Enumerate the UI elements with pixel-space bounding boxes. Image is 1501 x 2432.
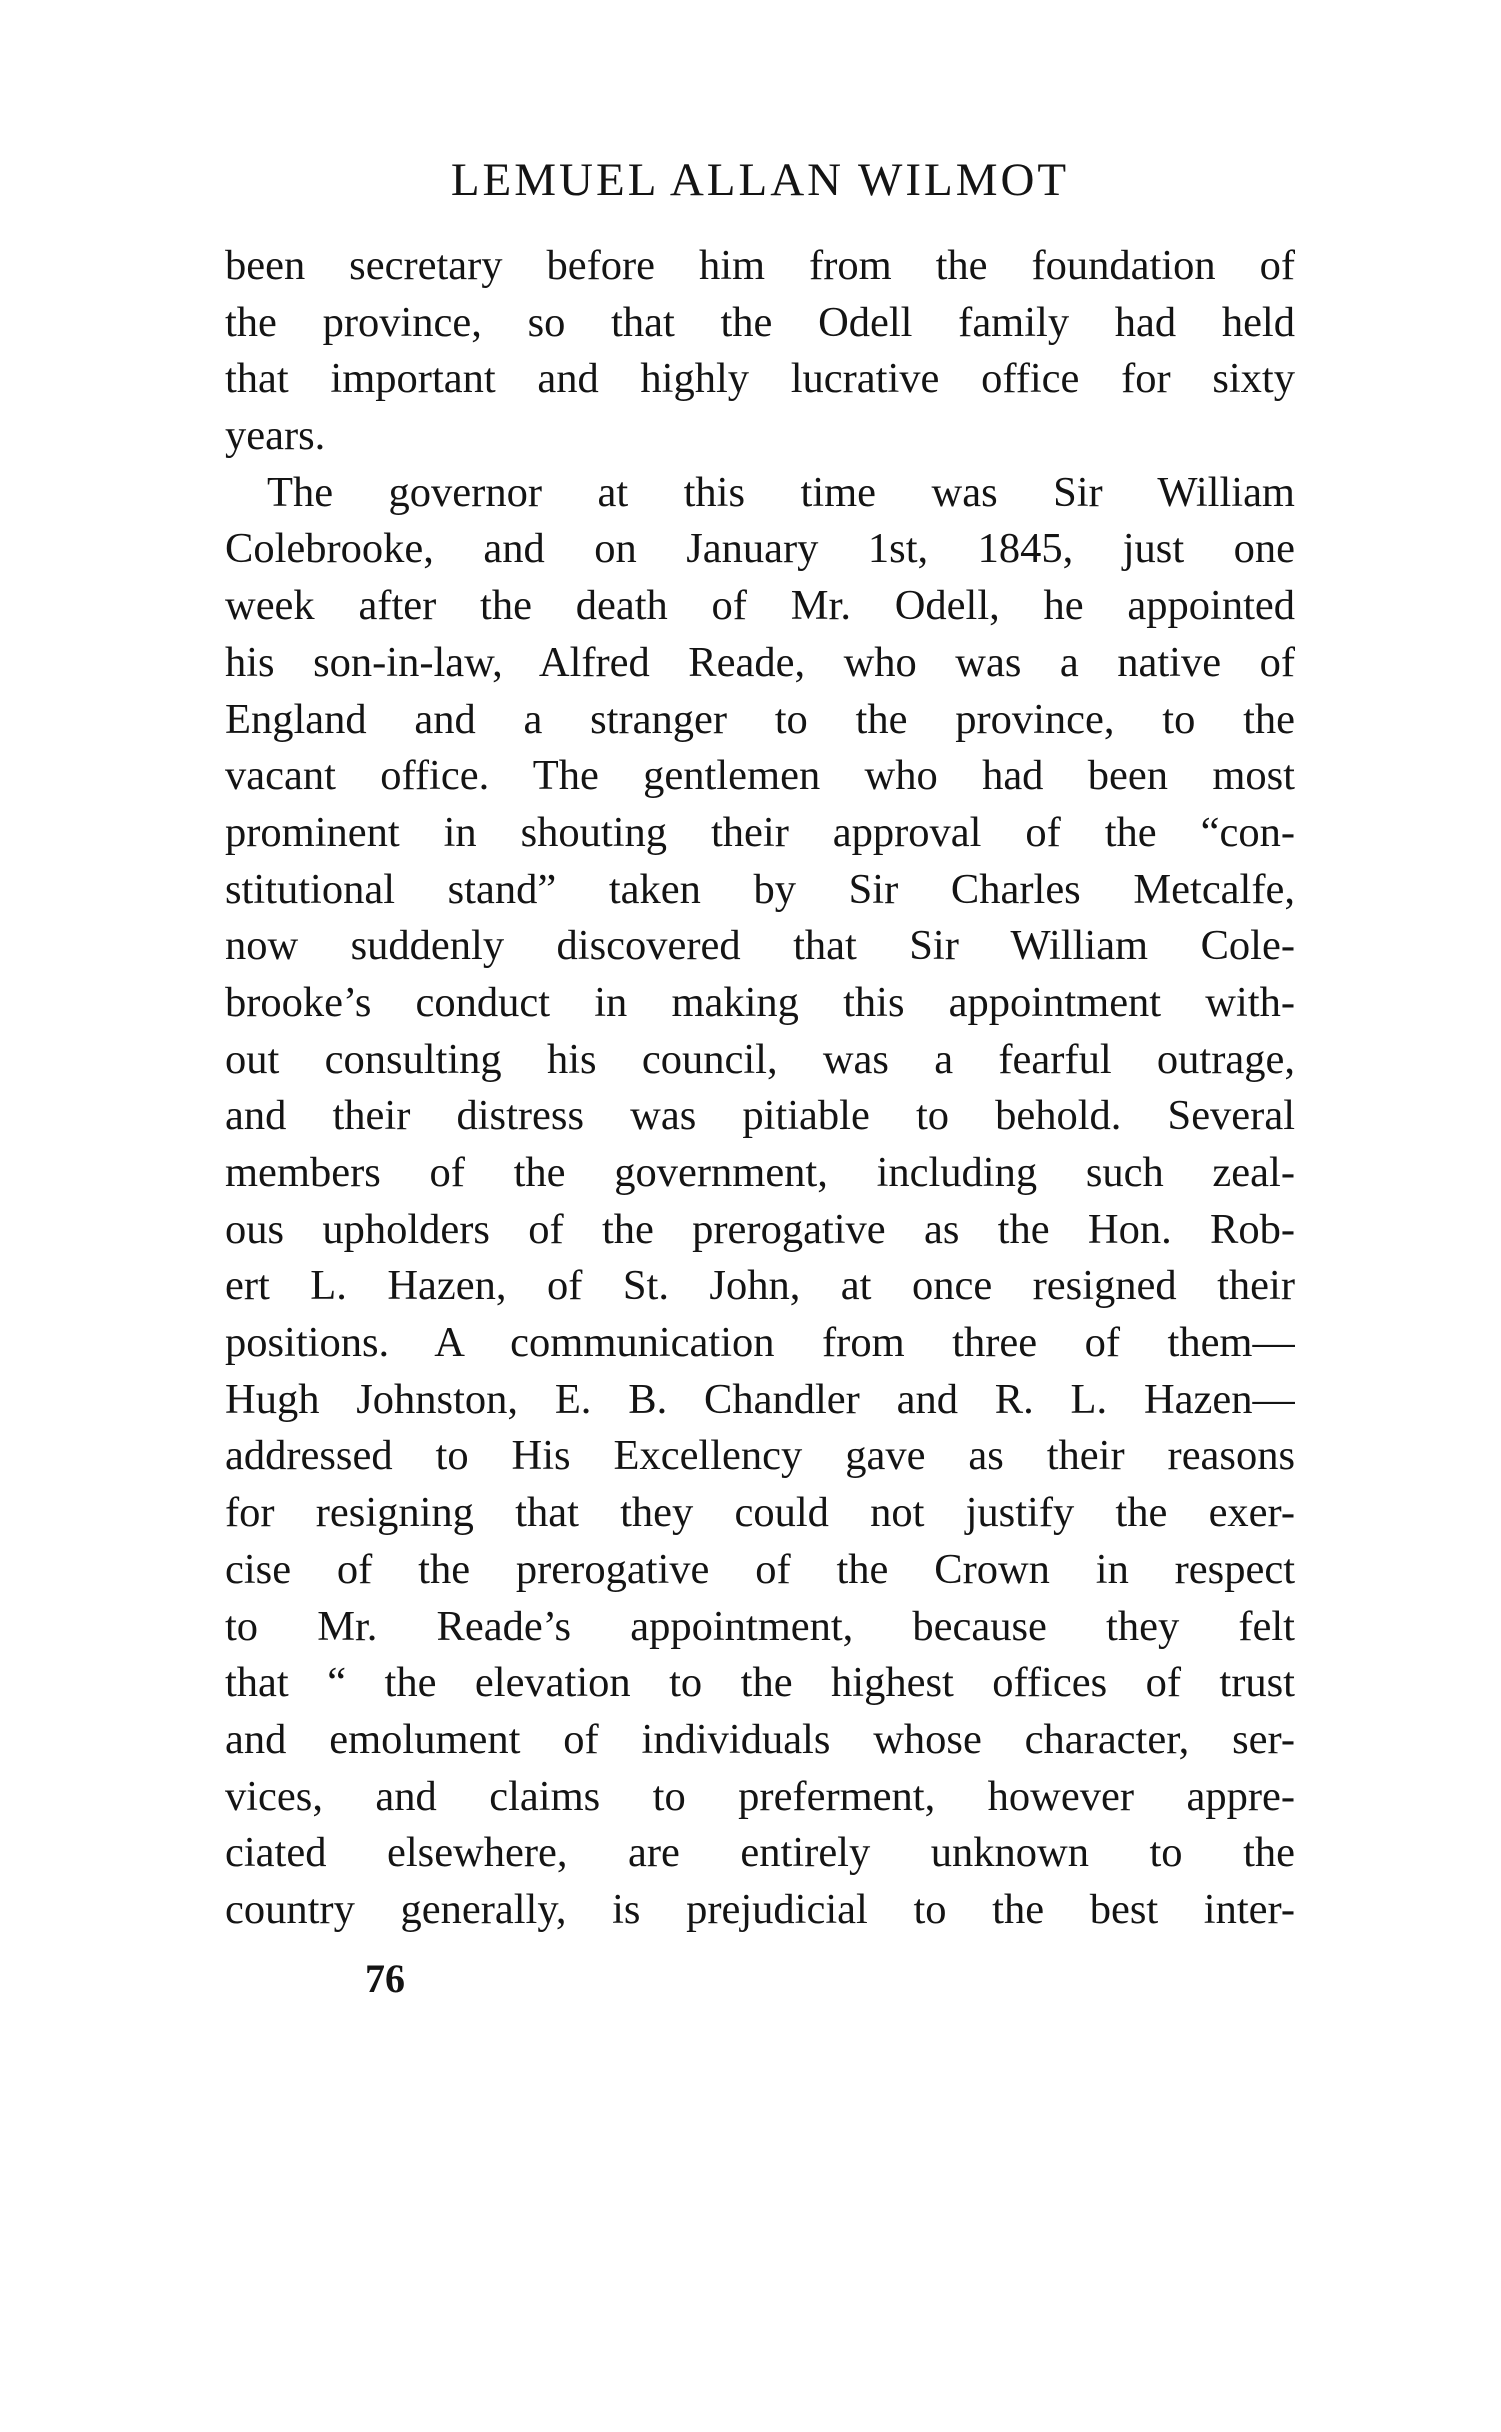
text-line: ous upholders of the prerogative as the Hon. Rob- [225,1205,1295,1253]
text-line: cise of the prerogative of the Crown in respect [225,1545,1295,1593]
text-line: positions. A communication from three of them— [225,1319,1295,1367]
text-line: out consulting his council, was a fearful outrage, [225,1035,1295,1083]
text-line: prominent in shouting their approval of the “con- [225,808,1295,856]
text-line: that “ the elevation to the highest offices of trust [225,1659,1295,1707]
text-line: vacant office. The gentlemen who had been most [225,752,1295,800]
running-head: LEMUEL ALLAN WILMOT [450,154,1070,206]
text-line: the province, so that the Odell family had held [225,298,1295,346]
text-line: week after the death of Mr. Odell, he appointed [225,582,1295,630]
text-line: ert L. Hazen, of St. John, at once resigned their [225,1262,1295,1310]
text-line: that important and highly lucrative office for sixty [225,355,1295,403]
text-line: stitutional stand” taken by Sir Charles Metcalfe, [225,865,1295,913]
text-line: been secretary before him from the foundation of [225,242,1295,289]
body-text [225,238,1295,1939]
text-line: for resigning that they could not justify the exer- [225,1489,1295,1537]
text-line: and their distress was pitiable to behold. Several [225,1092,1295,1140]
text-line: brooke’s conduct in making this appointment with- [225,978,1295,1026]
text-line: years. [225,412,326,460]
text-line: members of the government, including such zeal- [225,1149,1295,1196]
text-line: vices, and claims to preferment, however appre- [225,1772,1295,1820]
text-line: addressed to His Excellency gave as their reasons [225,1432,1295,1480]
text-line: England and a stranger to the province, to the [225,695,1295,743]
text-line: country generally, is prejudicial to the best inter- [225,1885,1295,1933]
text-line: now suddenly discovered that Sir William Cole- [225,922,1295,970]
text-line: his son-in-law, Alfred Reade, who was a native of [225,638,1295,686]
text-line: The governor at this time was Sir William [267,468,1295,516]
text-line: and emolument of individuals whose character, ser- [225,1715,1295,1763]
text-line: to Mr. Reade’s appointment, because they felt [225,1602,1295,1650]
text-line: Colebrooke, and on January 1st, 1845, just one [225,525,1295,573]
page-number: 76 [365,1956,405,2001]
text-line: Hugh Johnston, E. B. Chandler and R. L. Hazen— [225,1375,1295,1423]
text-line: ciated elsewhere, are entirely unknown to the [225,1829,1295,1877]
